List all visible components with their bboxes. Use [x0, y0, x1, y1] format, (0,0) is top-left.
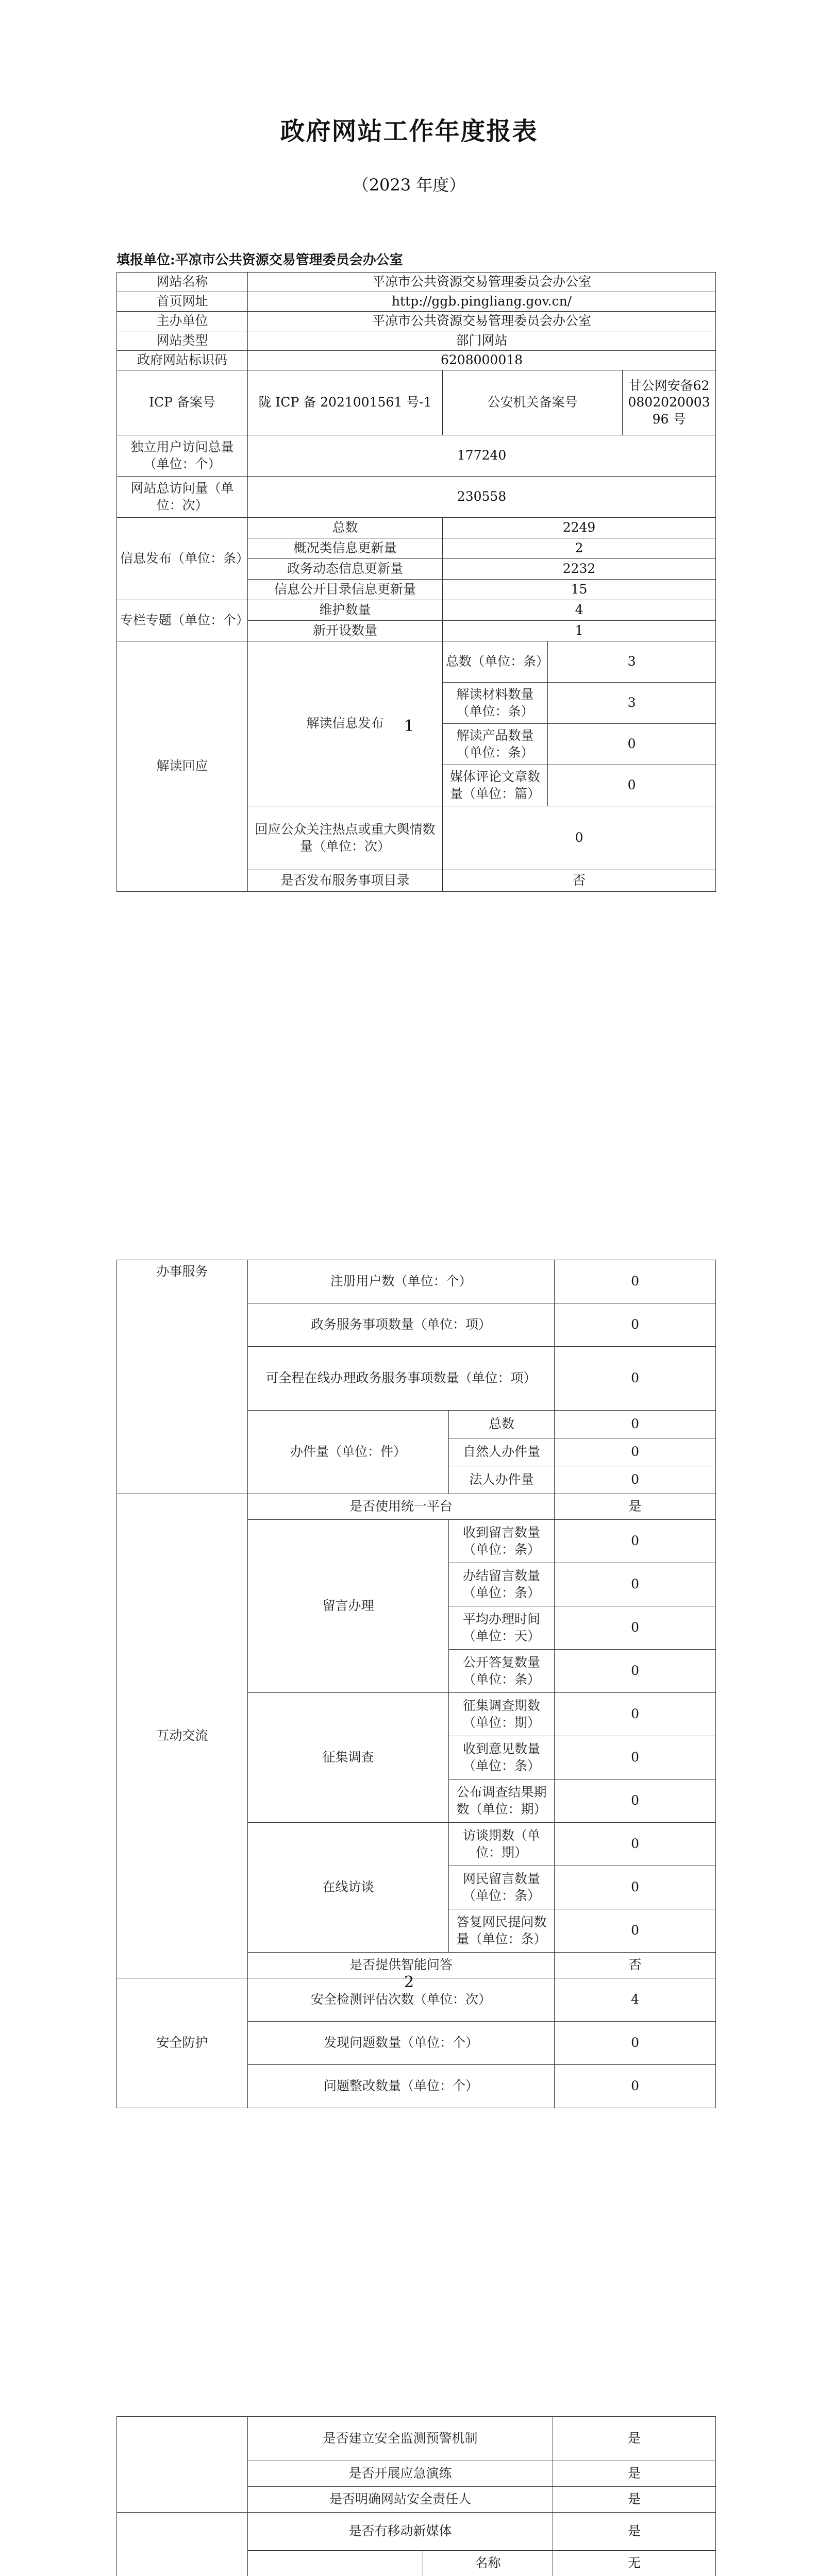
survey-opinions-value: 0: [555, 1736, 716, 1780]
weibo-name-value: 无: [553, 2551, 716, 2576]
table-row: [117, 641, 716, 683]
int-media-value: 0: [548, 765, 716, 806]
service-dir-label: 是否发布服务事项目录: [248, 870, 443, 892]
reg-users-value: 0: [555, 1260, 716, 1303]
topic-new-label: 新开设数量: [248, 621, 443, 641]
info-dynamic-value: 2232: [443, 559, 716, 580]
int-material-value: 3: [548, 683, 716, 724]
page-3: [0, 2313, 818, 2576]
int-material-label: 解读材料数量（单位：条）: [443, 683, 548, 724]
unified-label: 是否使用统一平台: [248, 1494, 555, 1520]
site-code-label: 政府网站标识码: [117, 351, 248, 370]
service-items-label: 政务服务事项数量（单位：项）: [248, 1303, 555, 1347]
survey-results-value: 0: [555, 1780, 716, 1823]
info-open-value: 15: [443, 580, 716, 600]
page-number: 2: [404, 1973, 414, 1991]
table-row: [117, 351, 716, 370]
site-name-label: 网站名称: [117, 273, 248, 292]
page-title: 政府网站工作年度报表: [280, 117, 538, 146]
msg-avg-label: 平均办理时间（单位：天）: [449, 1606, 555, 1650]
sponsor-value: 平凉市公共资源交易管理委员会办公室: [248, 312, 716, 331]
table-row: [117, 1494, 716, 1520]
security-label: 安全防护: [117, 1978, 248, 2108]
report-year: （2023 年度）: [352, 175, 466, 195]
topic-label: 专栏专题（单位：个）: [117, 600, 248, 641]
handled-corp-value: 0: [555, 1466, 716, 1494]
int-media-label: 媒体评论文章数量（单位：篇）: [443, 765, 548, 806]
table-row: [117, 518, 716, 538]
service-label: 办事服务: [117, 1260, 248, 1494]
handled-total-value: 0: [555, 1411, 716, 1438]
drill-value: 是: [553, 2461, 716, 2487]
table-row: [117, 273, 716, 292]
table-row: [117, 600, 716, 621]
info-overview-label: 概况类信息更新量: [248, 538, 443, 559]
scans-value: 4: [555, 1978, 716, 2022]
has-mobile-value: 是: [553, 2513, 716, 2551]
msg-done-label: 办结留言数量（单位：条）: [449, 1563, 555, 1606]
issues-label: 发现问题数量（单位：个）: [248, 2022, 555, 2065]
visits-value: 230558: [248, 477, 716, 518]
fixed-value: 0: [555, 2065, 716, 2108]
reg-users-label: 注册用户数（单位：个）: [248, 1260, 555, 1303]
int-product-value: 0: [548, 724, 716, 765]
int-total-value: 3: [548, 641, 716, 683]
drill-label: 是否开展应急演练: [248, 2461, 553, 2487]
handled-label: 办件量（单位：件）: [248, 1411, 449, 1494]
interview-periods-value: 0: [555, 1823, 716, 1866]
unified-value: 是: [555, 1494, 716, 1520]
homepage-label: 首页网址: [117, 292, 248, 312]
warning-value: 是: [553, 2417, 716, 2461]
online-items-value: 0: [555, 1347, 716, 1411]
visitors-value: 177240: [248, 435, 716, 477]
msg-received-value: 0: [555, 1520, 716, 1563]
service-items-value: 0: [555, 1303, 716, 1347]
filling-unit: 填报单位:平凉市公共资源交易管理委员会办公室: [116, 252, 403, 268]
table-row: [117, 435, 716, 477]
report-table-page1: [116, 272, 716, 892]
table-row: [117, 1260, 716, 1303]
smart-qa-label: 是否提供智能问答: [248, 1953, 555, 1978]
page-2: [0, 1157, 818, 2313]
topic-maintain-value: 4: [443, 600, 716, 621]
security-cont-cell: [117, 2417, 248, 2513]
site-code-value: 6208000018: [248, 351, 716, 370]
info-label: 信息发布（单位：条）: [117, 518, 248, 600]
site-type-label: 网站类型: [117, 331, 248, 351]
survey-results-label: 公布调查结果期数（单位：期）: [449, 1780, 555, 1823]
info-total-label: 总数: [248, 518, 443, 538]
msg-public-label: 公开答复数量（单位：条）: [449, 1650, 555, 1693]
info-open-label: 信息公开目录信息更新量: [248, 580, 443, 600]
survey-opinions-label: 收到意见数量（单位：条）: [449, 1736, 555, 1780]
homepage-value[interactable]: http://ggb.pingliang.gov.cn/: [248, 292, 716, 312]
table-row: [117, 292, 716, 312]
page-1: [0, 0, 818, 1157]
handled-person-label: 自然人办件量: [449, 1438, 555, 1466]
interact-label: 互动交流: [117, 1494, 248, 1978]
survey-periods-label: 征集调查期数（单位：期）: [449, 1693, 555, 1736]
survey-label: 征集调查: [248, 1693, 449, 1823]
online-items-label: 可全程在线办理政务服务事项数量（单位：项）: [248, 1347, 555, 1411]
police-label: 公安机关备案号: [443, 370, 623, 435]
msg-received-label: 收到留言数量（单位：条）: [449, 1520, 555, 1563]
table-row: [117, 2513, 716, 2551]
interview-answers-label: 答复网民提问数量（单位：条）: [449, 1909, 555, 1953]
info-total-value: 2249: [443, 518, 716, 538]
interview-label: 在线访谈: [248, 1823, 449, 1953]
table-row: [117, 2417, 716, 2461]
table-row: [117, 370, 716, 435]
visitors-label: 独立用户访问总量（单位：个）: [117, 435, 248, 477]
service-dir-value: 否: [443, 870, 716, 892]
site-type-value: 部门网站: [248, 331, 716, 351]
scans-label: 安全检测评估次数（单位：次）: [248, 1978, 555, 2022]
table-row: [117, 312, 716, 331]
msg-public-value: 0: [555, 1650, 716, 1693]
interpret-label: 解读回应: [117, 641, 248, 892]
handled-corp-label: 法人办件量: [449, 1466, 555, 1494]
warning-label: 是否建立安全监测预警机制: [248, 2417, 553, 2461]
weibo-name-label: 名称: [423, 2551, 553, 2576]
officer-label: 是否明确网站安全责任人: [248, 2487, 553, 2513]
officer-value: 是: [553, 2487, 716, 2513]
info-dynamic-label: 政务动态信息更新量: [248, 559, 443, 580]
msg-label: 留言办理: [248, 1520, 449, 1693]
hotspot-label: 回应公众关注热点或重大舆情数量（单位：次）: [248, 806, 443, 870]
icp-label: ICP 备案号: [117, 370, 248, 435]
interview-answers-value: 0: [555, 1909, 716, 1953]
interview-msgs-label: 网民留言数量（单位：条）: [449, 1866, 555, 1909]
interpret-info-label: 解读信息发布: [248, 641, 443, 806]
hotspot-value: 0: [443, 806, 716, 870]
interview-periods-label: 访谈期数（单位：期）: [449, 1823, 555, 1866]
has-mobile-label: 是否有移动新媒体: [248, 2513, 553, 2551]
sponsor-label: 主办单位: [117, 312, 248, 331]
weibo-label: [248, 2551, 423, 2576]
issues-value: 0: [555, 2022, 716, 2065]
info-overview-value: 2: [443, 538, 716, 559]
visits-label: 网站总访问量（单位：次）: [117, 477, 248, 518]
smart-qa-value: 否: [555, 1953, 716, 1978]
survey-periods-value: 0: [555, 1693, 716, 1736]
report-table-page3: [116, 2416, 716, 2576]
topic-maintain-label: 维护数量: [248, 600, 443, 621]
fixed-label: 问题整改数量（单位：个）: [248, 2065, 555, 2108]
topic-new-value: 1: [443, 621, 716, 641]
msg-done-value: 0: [555, 1563, 716, 1606]
table-row: [117, 331, 716, 351]
interview-msgs-value: 0: [555, 1866, 716, 1909]
int-total-label: 总数（单位：条）: [443, 641, 548, 683]
site-name-value: 平凉市公共资源交易管理委员会办公室: [248, 273, 716, 292]
table-row: [117, 477, 716, 518]
icp-value: 陇 ICP 备 2021001561 号-1: [248, 370, 443, 435]
msg-avg-value: 0: [555, 1606, 716, 1650]
int-product-label: 解读产品数量（单位：条）: [443, 724, 548, 765]
handled-person-value: 0: [555, 1438, 716, 1466]
page-number: 1: [404, 717, 414, 735]
handled-total-label: 总数: [449, 1411, 555, 1438]
police-value: 甘公网安备62080202000396 号: [623, 370, 716, 435]
mobile-label: [117, 2513, 248, 2576]
